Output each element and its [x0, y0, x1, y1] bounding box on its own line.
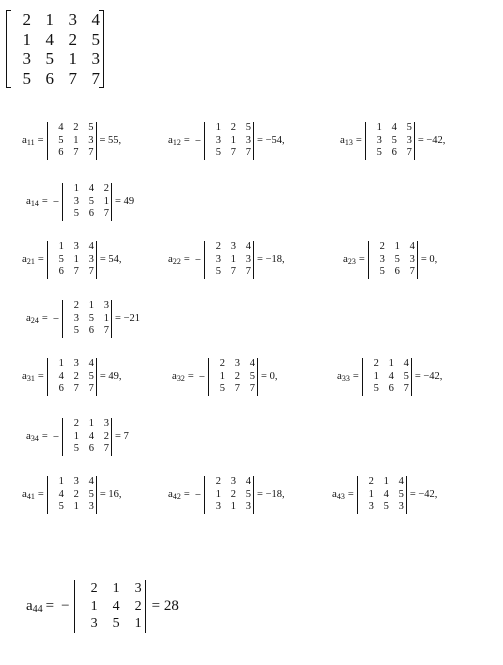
minor-determinant: [204, 476, 254, 514]
cofactor-index: 14: [30, 199, 39, 209]
matrix-cell: 3: [215, 501, 222, 512]
matrix-cell: 4: [88, 476, 94, 487]
cofactor-letter: a: [337, 370, 342, 383]
minor-determinant: [62, 300, 112, 338]
matrix-cell: 7: [409, 266, 415, 277]
matrix-cell: 1: [58, 241, 64, 252]
cofactor-label: [26, 312, 39, 325]
matrix-cell: 2: [103, 183, 110, 194]
matrix-cell: 5: [406, 122, 412, 133]
matrix-cell: 6: [88, 443, 95, 454]
matrix-cell: 4: [245, 476, 252, 487]
cofactor-letter: a: [332, 488, 337, 501]
cofactor-label: [22, 134, 35, 147]
minor-determinant: [357, 476, 407, 514]
cofactor-letter: a: [168, 134, 173, 147]
matrix-cell: 2: [368, 476, 374, 487]
cofactor-index: 42: [172, 492, 181, 502]
matrix-cell: 2: [90, 581, 98, 596]
matrix-cell: 4: [245, 241, 252, 252]
matrix-cell: 7: [73, 383, 79, 394]
matrix-cell: 3: [134, 581, 142, 596]
matrix-cell: 7: [91, 68, 100, 88]
equals-sign: =: [183, 135, 190, 147]
minor-determinant: [47, 241, 97, 279]
minor-determinant: [208, 358, 258, 396]
minus-sign: −: [194, 488, 202, 501]
matrix-cell: 1: [134, 616, 142, 631]
equals-sign: =: [45, 597, 55, 614]
minor-determinant: [47, 476, 97, 514]
matrix-cell: 1: [376, 122, 382, 133]
matrix-cell: 5: [73, 325, 80, 336]
cofactor-result: = 54,: [99, 254, 122, 266]
matrix-cell: 2: [230, 122, 237, 133]
matrix-cell: 7: [103, 443, 110, 454]
equals-sign: =: [37, 135, 44, 147]
cofactor-a42: [168, 476, 285, 514]
cofactor-a33: [337, 358, 442, 396]
matrix-cell: 5: [91, 29, 100, 49]
cofactor-letter: a: [168, 488, 173, 501]
matrix-cell: 1: [103, 195, 110, 207]
matrix-cell: 4: [409, 241, 415, 252]
matrix-cell: 3: [245, 134, 252, 146]
cofactor-letter: a: [343, 253, 348, 266]
matrix-cell: 3: [88, 501, 94, 512]
cofactor-label: [337, 370, 350, 383]
matrix-cell: 1: [383, 476, 389, 487]
matrix-cell: 3: [215, 134, 222, 146]
cofactor-a24: [26, 300, 140, 338]
equals-sign: =: [41, 313, 48, 325]
matrix-cell: 5: [88, 195, 95, 207]
matrix-cell: 5: [379, 266, 385, 277]
matrix-cell: 7: [68, 68, 77, 88]
matrix-cell: 2: [73, 488, 79, 500]
minor-determinant: [47, 358, 97, 396]
cofactor-result: = 7: [115, 431, 129, 443]
cofactor-a12: [168, 122, 285, 160]
matrix-cell: 6: [58, 266, 64, 277]
equals-sign: =: [183, 489, 190, 501]
matrix-cell: 4: [391, 122, 397, 133]
matrix-cell: 6: [388, 383, 394, 394]
cofactor-letter: a: [340, 134, 345, 147]
matrix-cell: 1: [230, 501, 237, 512]
minus-sign: −: [194, 134, 202, 147]
minus-sign: −: [198, 370, 206, 383]
cofactor-result: = 55,: [99, 135, 122, 147]
matrix-cell: 7: [230, 266, 237, 277]
matrix-cell: 6: [88, 208, 95, 219]
cofactor-index: 21: [26, 257, 35, 267]
cofactor-label: [26, 195, 39, 208]
cofactor-result: = −54,: [257, 135, 285, 147]
minus-sign: −: [52, 195, 60, 208]
matrix-cell: 4: [249, 358, 256, 369]
cofactor-a31: [22, 358, 121, 396]
matrix-cell: 7: [234, 383, 241, 394]
matrix-cell: 7: [230, 147, 237, 158]
matrix-cell: 5: [373, 383, 379, 394]
cofactor-index: 24: [30, 316, 39, 326]
matrix-cell: 5: [73, 443, 80, 454]
matrix-cell: 5: [403, 370, 409, 382]
matrix-cell: 1: [73, 501, 79, 512]
matrix-cell: 2: [215, 241, 222, 252]
matrix-cell: 4: [388, 370, 394, 382]
matrix-cell: 1: [368, 488, 374, 500]
minus-sign: −: [52, 312, 60, 325]
matrix-cell: 7: [403, 383, 409, 394]
matrix-cell: 3: [103, 418, 110, 429]
cofactor-result: = 49,: [99, 371, 122, 383]
matrix-cell: 2: [219, 358, 226, 369]
main-matrix: [6, 10, 104, 88]
cofactor-result: = −42,: [414, 371, 443, 383]
matrix-cell: 4: [112, 598, 120, 614]
matrix-cell: 7: [88, 147, 94, 158]
cofactor-letter: a: [22, 134, 27, 147]
cofactor-a14: [26, 183, 134, 221]
cofactor-index: 32: [176, 374, 185, 384]
matrix-cell: 5: [398, 488, 404, 500]
matrix-cell: 5: [73, 208, 80, 219]
equals-sign: =: [347, 489, 354, 501]
matrix-cell: 6: [88, 325, 95, 336]
cofactor-index: 22: [172, 257, 181, 267]
matrix-cell: 7: [88, 383, 94, 394]
cofactor-label: [332, 488, 345, 501]
cofactor-result: = 49: [115, 196, 135, 208]
matrix-cell: 4: [58, 370, 64, 382]
minor-determinant: [47, 122, 97, 160]
matrix-cell: 5: [219, 383, 226, 394]
cofactor-a22: [168, 241, 285, 279]
matrix-cell: 1: [103, 312, 110, 324]
cofactor-index: 13: [344, 138, 353, 148]
cofactor-a44: [26, 580, 179, 633]
matrix-cell: 4: [88, 241, 94, 252]
matrix-cell: 1: [90, 598, 98, 614]
matrix-cell: 3: [406, 134, 412, 146]
matrix-cell: 1: [58, 476, 64, 487]
matrix-cell: 2: [22, 10, 31, 29]
cofactor-label: [168, 253, 181, 266]
matrix-cell: 1: [73, 253, 79, 265]
cofactor-a11: [22, 122, 121, 160]
matrix-cell: 3: [368, 501, 374, 512]
matrix-cell: 3: [215, 253, 222, 265]
cofactor-label: [22, 488, 35, 501]
matrix-cell: 4: [45, 29, 54, 49]
matrix-cell: 4: [91, 10, 100, 29]
matrix-cell: 5: [88, 312, 95, 324]
cofactor-a34: [26, 418, 129, 456]
main-matrix-block: [6, 10, 104, 88]
minus-sign: −: [194, 253, 202, 266]
matrix-cell: 3: [409, 253, 415, 265]
matrix-cell: 3: [90, 616, 98, 631]
matrix-cell: 3: [245, 501, 252, 512]
cofactor-letter: a: [26, 312, 31, 325]
matrix-cell: 5: [88, 122, 94, 133]
cofactor-index: 31: [26, 374, 35, 384]
matrix-cell: 3: [230, 476, 237, 487]
cofactor-result: = −21: [115, 313, 140, 325]
cofactor-index: 43: [336, 492, 345, 502]
cofactor-label: [168, 134, 181, 147]
matrix-cell: 2: [230, 488, 237, 500]
matrix-cell: 3: [68, 10, 77, 29]
cofactor-letter: a: [26, 195, 31, 208]
matrix-cell: 1: [373, 370, 379, 382]
matrix-cell: 1: [45, 10, 54, 29]
cofactor-a13: [340, 122, 445, 160]
matrix-cell: 6: [45, 68, 54, 88]
cofactor-index: 23: [347, 257, 356, 267]
matrix-cell: 2: [68, 29, 77, 49]
cofactor-letter: a: [168, 253, 173, 266]
cofactor-index: 12: [172, 138, 181, 148]
matrix-cell: 3: [88, 134, 94, 146]
cofactor-index: 41: [26, 492, 35, 502]
equals-sign: =: [352, 371, 359, 383]
cofactor-result: = −42,: [417, 135, 446, 147]
cofactor-result: = 16,: [99, 489, 122, 501]
matrix-cell: 1: [230, 134, 237, 146]
matrix-cell: 4: [88, 358, 94, 369]
matrix-cell: 5: [112, 616, 120, 631]
matrix-cell: 7: [406, 147, 412, 158]
cofactor-label: [343, 253, 356, 266]
matrix-cell: 1: [88, 300, 95, 311]
matrix-cell: 5: [376, 147, 382, 158]
matrix-cell: 4: [398, 476, 404, 487]
matrix-cell: 6: [394, 266, 400, 277]
matrix-cell: 1: [88, 418, 95, 429]
matrix-cell: 1: [22, 29, 31, 49]
cofactor-label: [26, 430, 39, 443]
matrix-cell: 6: [58, 147, 64, 158]
matrix-cell: 3: [73, 312, 80, 324]
matrix-cell: 5: [58, 253, 64, 265]
cofactor-letter: a: [22, 488, 27, 501]
matrix-cell: 3: [73, 195, 80, 207]
matrix-cell: 4: [58, 488, 64, 500]
cofactor-letter: a: [172, 370, 177, 383]
matrix-cell: 3: [91, 49, 100, 68]
cofactor-letter: a: [26, 430, 31, 443]
cofactor-label: [340, 134, 353, 147]
cofactor-index: 11: [26, 138, 35, 148]
cofactor-label: [168, 488, 181, 501]
matrix-cell: 7: [88, 266, 94, 277]
matrix-cell: 2: [73, 370, 79, 382]
cofactor-a23: [343, 241, 437, 279]
matrix-cell: 2: [134, 598, 142, 614]
matrix-cell: 1: [73, 134, 79, 146]
matrix-cell: 5: [394, 253, 400, 265]
cofactor-a32: [172, 358, 277, 396]
matrix-cell: 1: [215, 488, 222, 500]
minor-determinant: [74, 580, 146, 633]
matrix-cell: 2: [215, 476, 222, 487]
cofactor-result: = 0,: [261, 371, 278, 383]
matrix-cell: 5: [383, 501, 389, 512]
cofactor-label: [26, 598, 43, 615]
matrix-cell: 4: [383, 488, 389, 500]
matrix-cell: 1: [68, 49, 77, 68]
equals-sign: =: [358, 254, 365, 266]
equals-sign: =: [37, 371, 44, 383]
cofactor-letter: a: [26, 597, 33, 614]
matrix-cell: 2: [73, 418, 80, 429]
cofactor-label: [172, 370, 185, 383]
matrix-cell: 4: [58, 122, 64, 133]
matrix-cell: 7: [245, 266, 252, 277]
matrix-cell: 4: [88, 183, 95, 194]
matrix-cell: 3: [230, 241, 237, 252]
matrix-cell: 1: [394, 241, 400, 252]
matrix-cell: 4: [403, 358, 409, 369]
cofactor-result: = 0,: [420, 254, 438, 266]
matrix-cell: 5: [215, 266, 222, 277]
matrix-cell: 7: [103, 325, 110, 336]
matrix-cell: 5: [245, 488, 252, 500]
matrix-cell: 2: [73, 300, 80, 311]
minus-sign: −: [61, 597, 70, 614]
cofactor-result: = 28: [151, 597, 179, 614]
matrix-cell: 2: [103, 430, 110, 442]
matrix-cell: 3: [73, 476, 79, 487]
matrix-cell: 5: [45, 49, 54, 68]
equals-sign: =: [37, 489, 44, 501]
matrix-cell: 1: [215, 122, 222, 133]
minor-determinant: [362, 358, 412, 396]
equals-sign: =: [41, 431, 48, 443]
cofactor-a43: [332, 476, 437, 514]
matrix-cell: 5: [88, 370, 94, 382]
minor-determinant: [62, 183, 112, 221]
matrix-cell: 7: [249, 383, 256, 394]
matrix-cell: 7: [103, 208, 110, 219]
cofactor-label: [22, 253, 35, 266]
matrix-cell: 1: [73, 183, 80, 194]
minor-determinant: [62, 418, 112, 456]
cofactor-index: 33: [341, 374, 350, 384]
matrix-cell: 3: [103, 300, 110, 311]
matrix-cell: 3: [234, 358, 241, 369]
matrix-cell: 7: [73, 266, 79, 277]
matrix-cell: 1: [58, 358, 64, 369]
minor-determinant: [204, 122, 254, 160]
matrix-cell: 5: [58, 501, 64, 512]
matrix-cell: 5: [215, 147, 222, 158]
cofactor-a21: [22, 241, 121, 279]
equals-sign: =: [183, 254, 190, 266]
matrix-cell: 2: [73, 122, 79, 133]
minus-sign: −: [52, 430, 60, 443]
matrix-cell: 1: [112, 581, 120, 596]
matrix-cell: 5: [245, 122, 252, 133]
cofactor-result: = −18,: [257, 489, 285, 501]
equals-sign: =: [41, 196, 48, 208]
matrix-cell: 3: [73, 358, 79, 369]
cofactor-label: [22, 370, 35, 383]
matrix-cell: 3: [398, 501, 404, 512]
matrix-cell: 3: [379, 253, 385, 265]
matrix-cell: 6: [391, 147, 397, 158]
matrix-cell: 6: [58, 383, 64, 394]
matrix-cell: 2: [379, 241, 385, 252]
cofactor-index: 34: [30, 434, 39, 444]
matrix-cell: 1: [219, 370, 226, 382]
cofactor-result: = −18,: [257, 254, 285, 266]
matrix-cell: 7: [245, 147, 252, 158]
cofactor-result: = −42,: [409, 489, 438, 501]
matrix-cell: 7: [73, 147, 79, 158]
minor-determinant: [204, 241, 254, 279]
minor-determinant: [368, 241, 418, 279]
matrix-cell: 1: [388, 358, 394, 369]
matrix-cell: 2: [373, 358, 379, 369]
matrix-cell: 5: [249, 370, 256, 382]
matrix-cell: 4: [88, 430, 95, 442]
matrix-cell: 3: [88, 253, 94, 265]
equals-sign: =: [37, 254, 44, 266]
matrix-cell: 3: [245, 253, 252, 265]
matrix-cell: 5: [58, 134, 64, 146]
matrix-cell: 2: [234, 370, 241, 382]
matrix-cell: 1: [230, 253, 237, 265]
cofactor-letter: a: [22, 370, 27, 383]
cofactor-a41: [22, 476, 121, 514]
matrix-cell: 5: [391, 134, 397, 146]
cofactor-index: 44: [32, 603, 43, 615]
equals-sign: =: [187, 371, 194, 383]
matrix-cell: 3: [22, 49, 31, 68]
matrix-cell: 1: [73, 430, 80, 442]
matrix-cell: 3: [73, 241, 79, 252]
matrix-cell: 5: [22, 68, 31, 88]
minor-determinant: [365, 122, 415, 160]
matrix-cell: 5: [88, 488, 94, 500]
matrix-cell: 3: [376, 134, 382, 146]
equals-sign: =: [355, 135, 362, 147]
cofactor-letter: a: [22, 253, 27, 266]
